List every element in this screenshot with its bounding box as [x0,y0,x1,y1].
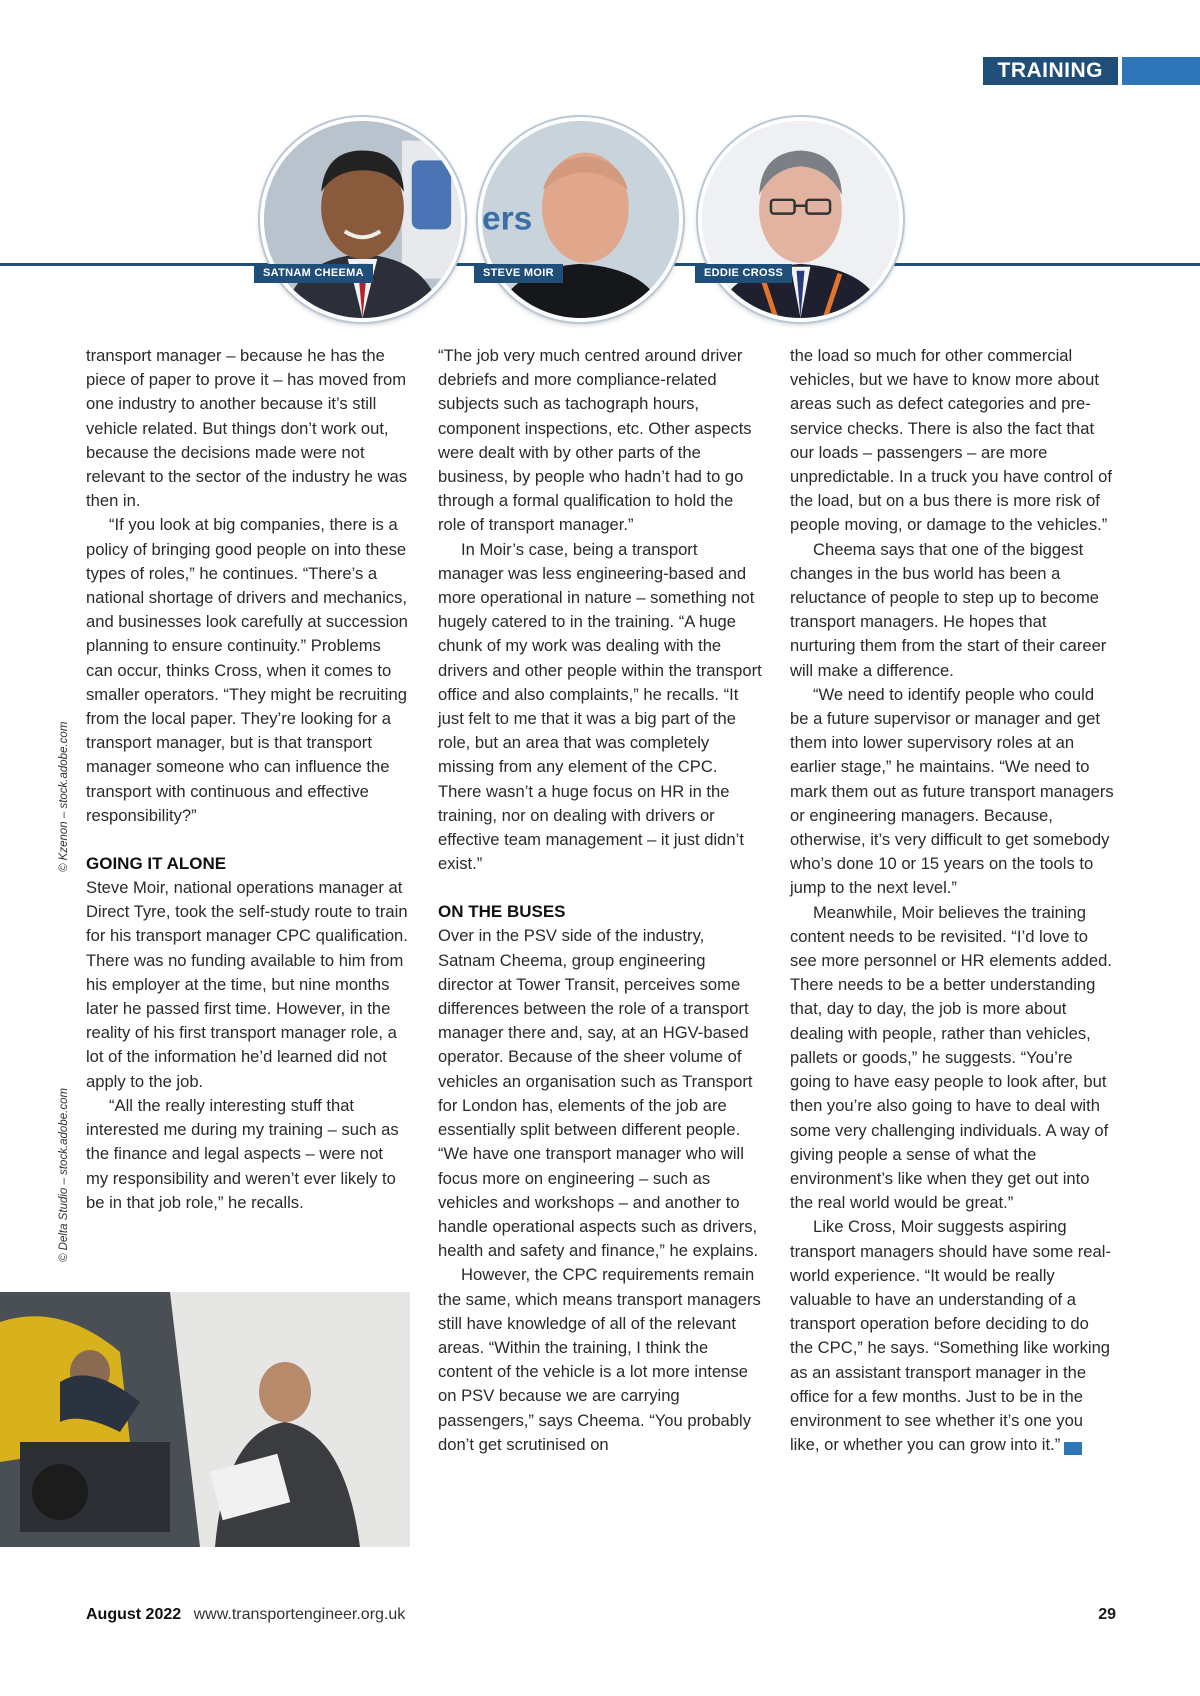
paragraph: “The job very much centred around driver debriefs and more compliance-related subjects such as tachograph hours, component inspections, etc. Other aspects were dealt with by other parts of the business, by people who hadn’t had to go through a formal qualification to hold the role of transport manager.” [438,346,752,535]
paragraph: “If you look at big companies, there is a policy of bringing good people on into these types of roles,” he continues. “There’s a national shortage of drivers and mechanics, and businesses look carefully at succession planning to ensure continuity.” Problems can occur, thinks Cross, when it comes to smaller operators. “They might be recruiting from the local paper. They’re looking for a transport manager, but is that transport manager someone who can influence the transport with continuous and effective responsibility?” [86,515,408,825]
name-tag-cross: EDDIE CROSS [695,264,792,283]
paragraph: “We need to identify people who could be a future supervisor or manager and get them into lower supervisory roles at an earlier stage,” he maintains. “We need to mark them out as future transport managers or engineering managers. Because, otherwise, it’s very difficult to get somebody who’s done 10 or 15 years on the tools to jump to the next level.” [790,684,1114,898]
paragraph: transport manager – because he has the piece of paper to prove it – has moved from one industry to another because it’s still vehicle related. But things don’t work out, because the decisions made were not relevant to the sector of the industry he was then in. [86,346,407,511]
issue-date: August 2022 [86,1606,182,1623]
final-paragraph-text: Like Cross, Moir suggests aspiring transport managers should have some real-world experience. “It would be really valuable to have an understanding of a transport operation before deciding to do the CPC,” he says. “Something like working as an assistant transport manager in the office for a few months. Just to be in the environment to see whether it’s one you like, or whether you can grow into it.” [790,1217,1111,1455]
paragraph: “All the really interesting stuff that interested me during my training – such as the finance and legal aspects – were not my responsibility and weren’t ever likely to be in that job role,” he recalls. [86,1095,399,1212]
page-footer [86,1603,1116,1627]
portrait-cheema-image [264,121,461,318]
paragraph: Meanwhile, Moir believes the training content needs to be revisited. “I’d love to see more personnel or HR elements added. There needs to be a better understanding that, day to day, the job is more about dealing with people, rather than vehicles, pallets or goods,” he suggests. “You’re going to have easy people to look after, but then you’re also going to have to deal with some very challenging individuals. A way of giving people a sense of what the environment’s like when they get out into the real world would be great.” [790,902,1112,1213]
name-tag-cheema: SATNAM CHEEMA [254,264,373,283]
mechanic-photo-image [0,1292,410,1547]
page-number: 29 [1098,1606,1116,1623]
mechanic-photo [0,1292,410,1547]
paragraph: Steve Moir, national operations manager at Direct Tyre, took the self-study route to train for his transport manager CPC qualification. There was no funding available to him from his employer at the time, but nine months later he passed first time. However, in the reality of his first transport manager role, a lot of the information he’d learned did not apply to the job. [86,878,408,1091]
section-tag-accent-bar [1122,57,1200,85]
portrait-steve-moir [478,117,683,322]
portrait-cross-image [702,121,899,318]
paragraph-final [790,1215,1116,1457]
svg-text:ers: ers [482,200,533,238]
subheading-going-it-alone: GOING IT ALONE [86,854,227,874]
portrait-moir-image [482,121,679,318]
portrait-satnam-cheema [260,117,465,322]
website-url: www.transportengineer.org.uk [193,1606,406,1623]
paragraph: Over in the PSV side of the industry, Satnam Cheema, group engineering director at Tower Transit, perceives some differences between the role of a transport manager there and, say, at an HGV-based operator. Because of the sheer volume of vehicles an organisation such as Transport for London has, elements of the job are essentially split between different people. “We have one transport manager who will focus more on engineering – such as vehicles and workshops – and another to handle operational aspects such as drivers, health and safety and finance,” he explains. [438,926,759,1261]
article-column-left [86,344,408,1215]
article-column-right [790,344,1116,1457]
paragraph: Cheema says that one of the biggest changes in the bus world has been a reluctance of people to step up to become transport managers. He hopes that nurturing them from the start of their career will make a difference. [790,539,1107,680]
paragraph: In Moir’s case, being a transport manager was less engineering-based and more operational in nature – something not hugely catered to in the training. “A huge chunk of my work was dealing with the drivers and other people within the transport office and also complaints,” he recalls. “It just felt to me that it was a big part of the role, but an area that was completely missing from any element of the CPC. There wasn’t a huge focus on HR in the training, nor on dealing with drivers or effective team management – it just didn’t exist.” [438,539,762,874]
paragraph: However, the CPC requirements remain the same, which means transport managers still have knowledge of all of the relevant areas. “Within the training, I think the content of the vehicle is a lot more intense on PSV because we are carrying passengers,” says Cheema. “You probably don’t get scrutinised on [438,1265,761,1454]
section-tag: TRAINING [983,57,1119,85]
article-column-middle [438,344,764,1457]
portrait-eddie-cross [698,117,903,322]
photo-credit-upper: © Kzenon – stock.adobe.com [58,721,70,872]
photo-credit-lower: © Delta Studio – stock.adobe.com [58,1087,70,1262]
subheading-on-the-buses: ON THE BUSES [438,902,566,922]
paragraph: the load so much for other commercial vehicles, but we have to know more about areas such as defect categories and pre-service checks. There is also the fact that our loads – passengers – are more unpredictable. In a truck you have control of the load, but on a bus there is more risk of people moving, or damage to the vehicles.” [790,346,1112,535]
name-tag-moir: STEVE MOIR [474,264,563,283]
end-of-article-icon: TE [1064,1442,1082,1455]
